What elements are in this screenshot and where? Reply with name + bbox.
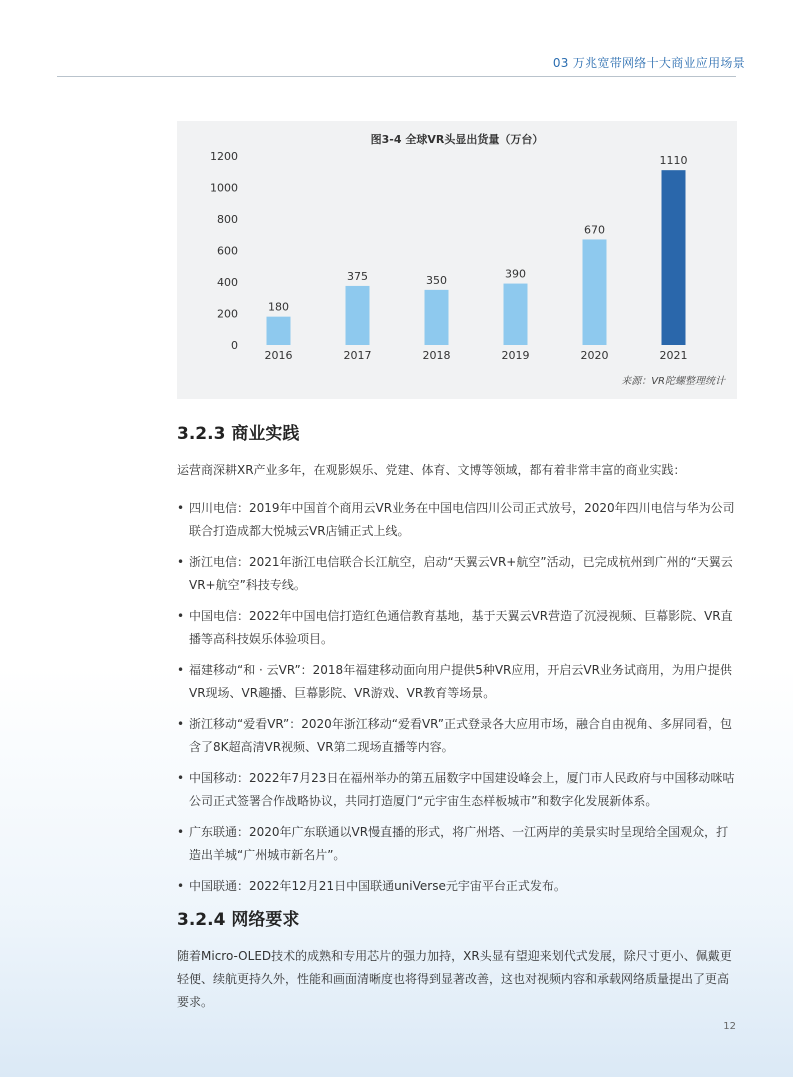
bar	[267, 317, 291, 345]
y-tick-label: 200	[217, 307, 238, 321]
practice-list-item: • 浙江电信：2021年浙江电信联合长江航空，启动“天翼云VR+航空”活动，已完成杭州到广州的“天翼云VR+航空”科技专线。	[177, 551, 740, 597]
practice-list-item: • 中国联通：2022年12月21日中国联通uniVerse元宇宙平台正式发布。	[177, 875, 740, 898]
page-header-title: 03 万兆宽带网络十大商业应用场景	[552, 56, 745, 70]
section-intro: 运营商深耕XR产业多年，在观影娱乐、党建、体育、文博等领域，都有着非常丰富的商业实践：	[177, 463, 686, 477]
practice-list-item: • 浙江移动“爱看VR”：2020年浙江移动“爱看VR”正式登录各大应用市场，融合自由视角、多屏同看，包含了8K超高清VR视频、VR第二现场直播等内容。	[177, 713, 740, 759]
practice-list	[177, 497, 740, 906]
y-tick-label: 0	[231, 339, 238, 352]
x-tick-label: 2019	[501, 349, 530, 362]
bar	[425, 290, 449, 345]
y-tick-label: 1000	[210, 181, 238, 195]
network-requirements-paragraph: 随着Micro-OLED技术的成熟和专用芯片的强力加持，XR头显有望迎来划代式发展，除尺寸更小、佩戴更轻便、续航更持久外，性能和画面清晰度也将得到显著改善，这也对视频内容和承载网络质量提出了更高要求。	[177, 949, 732, 1009]
bar	[583, 239, 607, 345]
x-tick-label: 2021	[659, 349, 688, 362]
practice-list-item: • 四川电信：2019年中国首个商用云VR业务在中国电信四川公司正式放号，2020年四川电信与华为公司联合打造成都大悦城云VR店铺正式上线。	[177, 497, 740, 543]
bar	[504, 284, 528, 345]
data-label: 350	[426, 273, 447, 287]
chart-canvas	[177, 121, 737, 399]
practice-list-item: • 福建移动“和 · 云VR”：2018年福建移动面向用户提供5种VR应用，开启云VR业务试商用，为用户提供VR现场、VR趣播、巨幕影院、VR游戏、VR教育等场景。	[177, 659, 740, 705]
data-label: 1110	[659, 154, 688, 168]
y-tick-label: 1200	[210, 150, 238, 163]
bar	[662, 170, 686, 345]
page-number: 12	[723, 1021, 736, 1032]
practice-list-item: • 中国电信：2022年中国电信打造红色通信教育基地，基于天翼云VR营造了沉浸视频、巨幕影院、VR直播等高科技娱乐体验项目。	[177, 605, 740, 651]
practice-list-item: • 广东联通：2020年广东联通以VR慢直播的形式，将广州塔、一江两岸的美景实时呈现给全国观众，打造出羊城“广州城市新名片”。	[177, 821, 740, 867]
x-tick-label: 2020	[580, 349, 609, 362]
x-tick-label: 2017	[343, 349, 372, 362]
data-label: 390	[505, 267, 526, 281]
x-tick-label: 2018	[422, 349, 451, 362]
x-tick-label: 2016	[264, 349, 293, 362]
data-label: 375	[347, 269, 368, 283]
header-rule	[57, 76, 736, 77]
vr-shipments-chart	[177, 121, 737, 399]
y-tick-label: 600	[217, 244, 238, 258]
chart-source: 来源：VR陀螺整理统计	[621, 376, 725, 387]
data-label: 670	[584, 223, 605, 237]
section-heading-commercial-practice: 3.2.3 商业实践	[177, 424, 300, 444]
y-tick-label: 800	[217, 213, 238, 226]
practice-list-item: • 中国移动：2022年7月23日在福州举办的第五届数字中国建设峰会上，厦门市人民政府与中国移动咪咕公司正式签署合作战略协议，共同打造厦门“元宇宙生态样板城市”和数字化发展新体系。	[177, 767, 740, 813]
bar	[346, 286, 370, 345]
section-heading-network-requirements: 3.2.4 网络要求	[177, 910, 300, 930]
data-label: 180	[268, 300, 289, 314]
y-tick-label: 400	[217, 276, 238, 289]
chart-title: 图3-4 全球VR头显出货量（万台）	[370, 133, 544, 146]
